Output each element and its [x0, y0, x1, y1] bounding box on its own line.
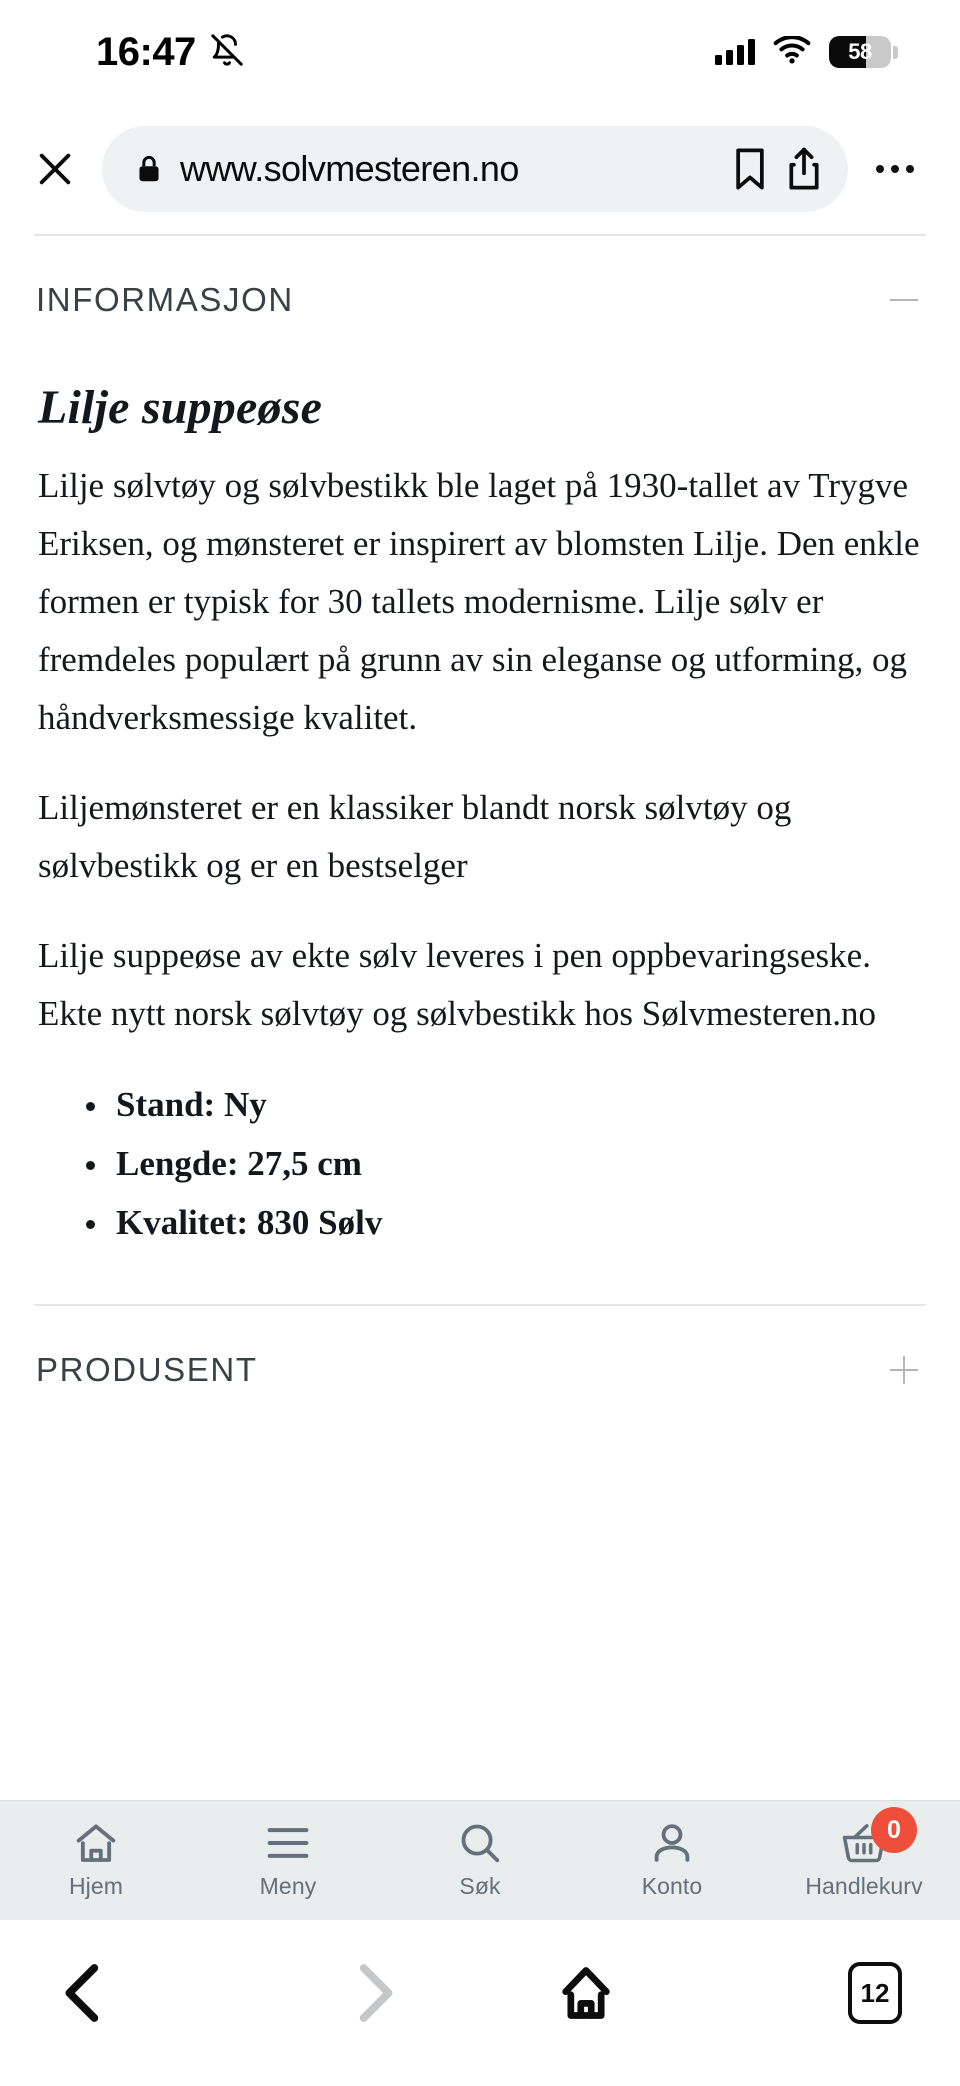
product-description-paragraph-1: Lilje sølvtøy og sølvbestikk ble laget på 1930-tallet av Trygve Eriksen, og mønsteret er inspirert av blomsten Lilje. Den enkle formen er typisk for 30 tallets modernisme. Lilje sølv er fremdeles populært på grunn av sin eleganse og utforming, og håndverksmessige kvalitet.: [38, 466, 920, 737]
home-button[interactable]: [480, 1948, 691, 2038]
battery-indicator: [829, 36, 898, 68]
product-description-paragraph-2: Liljemønsteret er en klassiker blandt norsk sølvtøy og sølvbestikk og er en bestselger: [38, 788, 792, 885]
page-title: Lilje suppeøse: [38, 381, 323, 434]
account-icon: [650, 1821, 694, 1865]
nav-item-sok[interactable]: [384, 1801, 576, 1920]
nav-item-handlekurv[interactable]: [768, 1801, 960, 1920]
nav-item-hjem[interactable]: [0, 1801, 192, 1920]
cellular-signal-icon: [715, 39, 755, 65]
accordion-title-produsent: PRODUSENT: [36, 1351, 258, 1388]
nav-label-sok: Søk: [459, 1873, 501, 1899]
browser-top-toolbar: [0, 104, 960, 234]
nav-item-meny[interactable]: [192, 1801, 384, 1920]
browser-bottom-toolbar: [0, 1920, 960, 2086]
wifi-icon: [773, 36, 811, 69]
address-bar[interactable]: [102, 126, 848, 212]
back-button[interactable]: [44, 1948, 269, 2038]
home-icon: [560, 1964, 612, 2022]
list-item: Stand: Ny: [38, 1075, 926, 1134]
bell-slash-icon: [210, 33, 244, 72]
hamburger-menu-icon: [266, 1821, 310, 1865]
url-text: www.solvmesteren.no: [180, 148, 519, 189]
plus-icon[interactable]: [884, 1350, 924, 1390]
bookmark-icon[interactable]: [732, 147, 768, 191]
chevron-right-icon: [350, 1963, 400, 2023]
close-tab-button[interactable]: [24, 138, 86, 200]
nav-label-handlekurv: Handlekurv: [805, 1873, 923, 1899]
battery-body: [829, 36, 891, 68]
search-icon: [458, 1821, 502, 1865]
product-description-paragraph-3: Lilje suppeøse av ekte sølv leveres i pen oppbevaringseske. Ekte nytt norsk sølvtøy og sølvbestikk hos Sølvmesteren.no: [38, 936, 877, 1033]
list-item: Kvalitet: 830 Sølv: [38, 1193, 926, 1252]
nav-label-konto: Konto: [641, 1873, 703, 1899]
product-spec-list: [38, 1075, 926, 1252]
battery-percent: 58: [848, 39, 872, 64]
page-content: [0, 234, 960, 1800]
battery-cap: [893, 46, 898, 59]
status-clock: 16:47: [96, 30, 196, 74]
accordion-title-informasjon: INFORMASJON: [36, 281, 294, 318]
chevron-left-icon: [58, 1963, 108, 2023]
status-bar-right: [715, 36, 898, 69]
site-bottom-nav: [0, 1800, 960, 1920]
accordion-body-informasjon: [34, 380, 926, 1252]
nav-item-konto[interactable]: [576, 1801, 768, 1920]
share-icon[interactable]: [786, 147, 822, 191]
lock-icon: [136, 154, 162, 184]
accordion-header-informasjon[interactable]: [34, 236, 926, 352]
cart-badge: 0: [871, 1807, 917, 1853]
shopping-basket-icon: [841, 1815, 901, 1865]
more-options-button[interactable]: [864, 138, 926, 200]
minus-icon[interactable]: [884, 280, 924, 320]
spacer: [34, 1252, 926, 1304]
close-icon: [35, 149, 75, 189]
nav-label-hjem: Hjem: [68, 1873, 124, 1899]
list-item: Lengde: 27,5 cm: [38, 1134, 926, 1193]
more-options-icon: [876, 165, 914, 173]
tab-count: 12: [848, 1962, 902, 2024]
status-bar-left: [96, 32, 244, 72]
forward-button: [269, 1948, 480, 2038]
home-icon: [74, 1821, 118, 1865]
accordion-header-produsent[interactable]: [34, 1306, 926, 1422]
tabs-button[interactable]: [691, 1948, 916, 2038]
nav-label-meny: Meny: [259, 1873, 317, 1899]
status-bar: [0, 0, 960, 104]
